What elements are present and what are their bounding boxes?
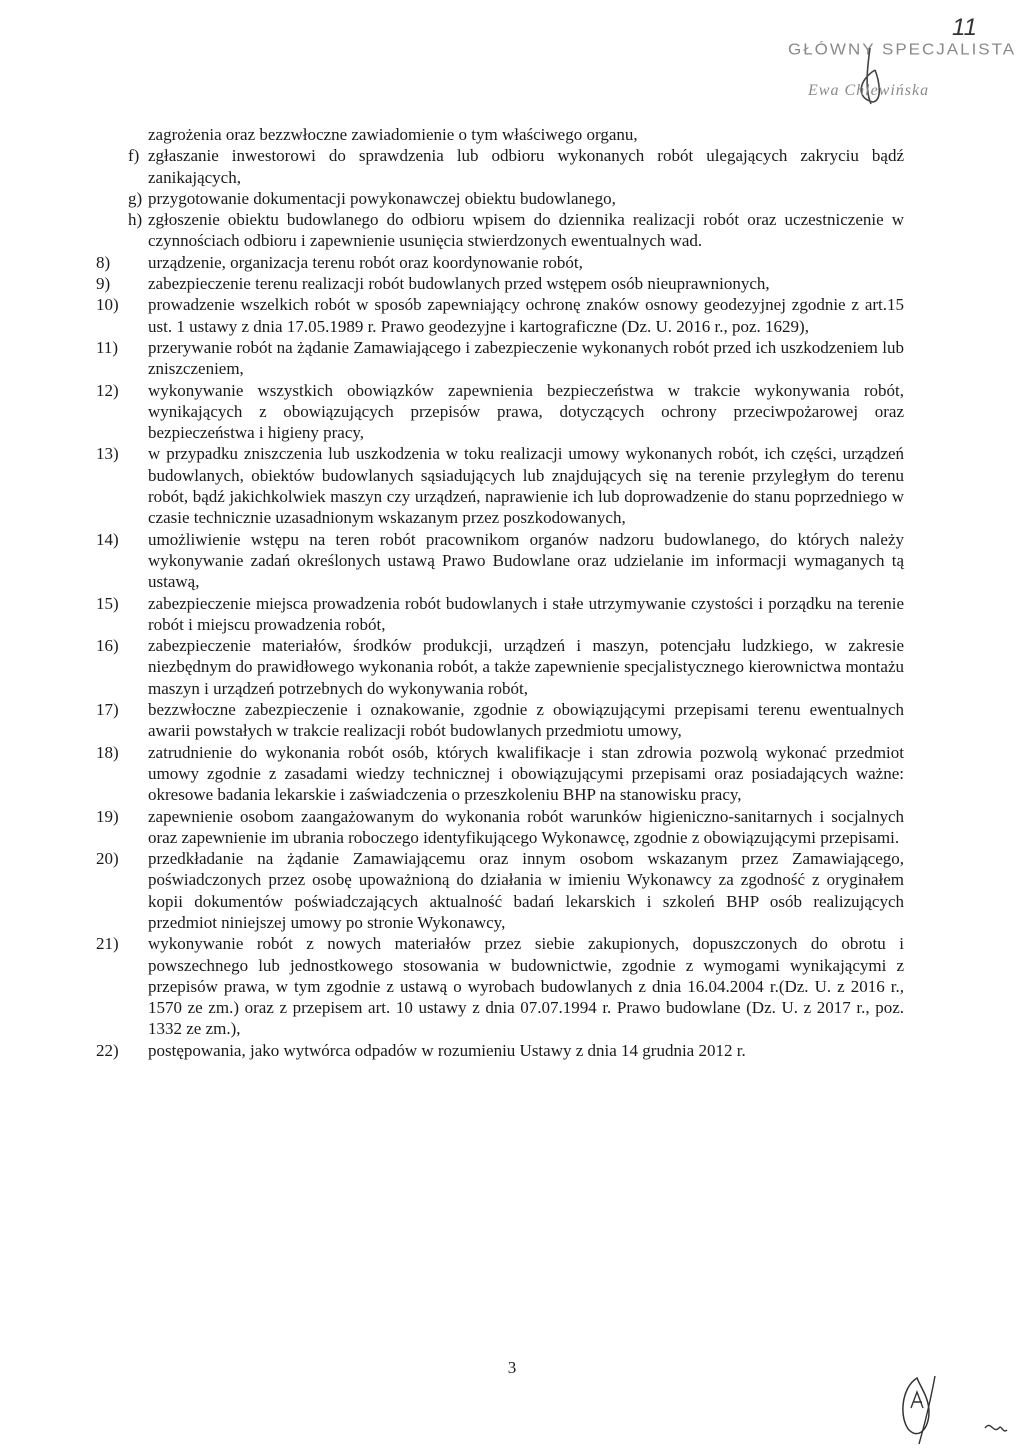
numbered-list — [96, 252, 904, 1061]
item-label: 12) — [96, 380, 119, 400]
item-label: 17) — [96, 700, 119, 720]
item-text: urządzenie, organizacja terenu robót oraz koordynowanie robót, — [148, 252, 583, 272]
list-item — [96, 699, 904, 742]
item-text: bezzwłoczne zabezpieczenie i oznakowanie, zgodnie z obowiązującymi przepisami terenu ewentualnych awarii powstałych w trakcie realizacji robót budowlanych przedmiotu umowy, — [148, 700, 904, 741]
stamp-name: Ewa Chlewińska — [808, 82, 930, 99]
item-label: 15) — [96, 593, 119, 613]
list-item — [96, 380, 904, 444]
item-label: 20) — [96, 849, 119, 869]
list-item — [96, 443, 904, 528]
body-text — [96, 124, 904, 1061]
list-item — [96, 933, 904, 1039]
list-item — [96, 1040, 904, 1061]
list-item — [96, 742, 904, 806]
item-text: zgłaszanie inwestorowi do sprawdzenia lub odbioru wykonanych robót ulegających zakryciu bądź zanikających, — [148, 146, 904, 187]
page-mark: 11 — [952, 14, 977, 41]
item-text: wykonywanie robót z nowych materiałów przez siebie zakupionych, dopuszczonych do obrotu i powszechnego lub jednostkowego stosowania w budownictwie, zgodnie z wymogami wynikającymi z przepisów prawa, w tym zgodnie z ustawą o wyrobach budowlanych z dnia 16.04.2004 r.(Dz. U. z 2016 r., 1570 ze zm.) oraz z przepisem art. 10 ustawy z dnia 07.07.1994 r. Prawo budowlane (Dz. U. z 2017 r., poz. 1332 ze zm.), — [148, 934, 904, 1039]
item-text: zabezpieczenie terenu realizacji robót budowlanych przed wstępem osób nieuprawnionych, — [148, 274, 770, 294]
stamp-title: GŁÓWNY SPECJALISTA — [788, 41, 1017, 59]
list-item — [96, 593, 904, 636]
item-label: 21) — [96, 934, 119, 954]
item-text: postępowania, jako wytwórca odpadów w rozumieniu Ustawy z dnia 14 grudnia 2012 r. — [148, 1040, 746, 1060]
item-label: 11) — [96, 337, 119, 357]
list-item — [96, 848, 904, 933]
item-label: 19) — [96, 806, 119, 826]
item-label: 9) — [96, 274, 111, 294]
item-text: prowadzenie wszelkich robót w sposób zapewniający ochronę znaków osnowy geodezyjnej zgodnie z art.15 ust. 1 ustawy z dnia 17.05.1989 r. Prawo geodezyjne i kartograficzne (Dz. U. 2016 r., poz. 1629), — [148, 295, 904, 336]
signature-bottom-icon — [895, 1368, 1020, 1448]
item-label: 14) — [96, 529, 119, 549]
list-item — [96, 806, 904, 849]
item-text: zabezpieczenie miejsca prowadzenia robót budowlanych i stałe utrzymywanie czystości i porządku na terenie robót i miejscu prowadzenia robót, — [148, 593, 904, 634]
item-label: 8) — [96, 252, 111, 272]
item-text: przerywanie robót na żądanie Zamawiającego i zabezpieczenie wykonanych robót przed ich uszkodzeniem lub zniszczeniem, — [148, 337, 904, 379]
list-item — [96, 294, 904, 337]
item-label: 18) — [96, 742, 119, 762]
list-item — [96, 337, 904, 380]
item-label: 22) — [96, 1040, 119, 1060]
item-label: g) — [128, 188, 143, 208]
list-item — [128, 145, 904, 188]
list-item — [128, 209, 904, 252]
item-label: 10) — [96, 295, 119, 315]
page-number: 3 — [507, 1358, 517, 1377]
item-text: wykonywanie wszystkich obowiązków zapewnienia bezpieczeństwa w trakcie wykonywania robót, wynikających z obowiązujących przepisów prawa, dotyczących ochrony przeciwpożarowej oraz bezpieczeństwa i higieny pracy, — [148, 380, 904, 443]
list-item — [96, 635, 904, 699]
item-text: zgłoszenie obiektu budowlanego do odbioru wpisem do dziennika realizacji robót oraz uczestniczenie w czynnościach odbioru i zapewnienie usunięcia stwierdzonych ewentualnych wad. — [148, 210, 904, 251]
item-text: zatrudnienie do wykonania robót osób, których kwalifikacje i stan zdrowia pozwolą wykonać przedmiot umowy zgodnie z zasadami wiedzy technicznej i obowiązującymi przepisami oraz posiadających ważne: okresowe badania lekarskie i zaświadczenia o przeszkoleniu BHP na stanowisku pracy, — [148, 742, 904, 805]
item-label: h) — [128, 210, 143, 230]
intro-line: zagrożenia oraz bezzwłoczne zawiadomienie o tym właściwego organu, — [148, 125, 638, 144]
list-item — [96, 252, 904, 273]
item-text: przygotowanie dokumentacji powykonawczej obiektu budowlanego, — [148, 188, 616, 208]
item-text: zapewnienie osobom zaangażowanym do wykonania robót warunków higieniczno-sanitarnych i socjalnych oraz zapewnienie im ubrania roboczego identyfikującego Wykonawcę, zgodnie z obowiązującymi przepisami. — [148, 806, 904, 847]
item-label: f) — [128, 146, 140, 166]
item-text: zabezpieczenie materiałów, środków produkcji, urządzeń i maszyn, potencjału ludzkiego, w zakresie niezbędnym do prawidłowego wykonania robót, a także zapewnienie specjalistycznego kierownictwa montażu maszyn i urządzeń potrzebnych do wykonywania robót, — [148, 636, 904, 698]
list-item — [96, 273, 904, 294]
letter-list — [128, 145, 904, 251]
item-text: umożliwienie wstępu na teren robót pracownikom organów nadzoru budowlanego, do których należy wykonywanie zadań określonych ustawą Prawo Budowlane oraz udzielanie im informacji wymaganych tą ustawą, — [148, 529, 904, 592]
item-label: 13) — [96, 444, 119, 464]
item-text: w przypadku zniszczenia lub uszkodzenia w toku realizacji umowy wykonanych robót, ich części, urządzeń budowlanych, obiektów budowlanych sąsiadujących lub znajdujących się na terenie przyległym do terenu robót, bądź jakichkolwiek maszyn czy urządzeń, naprawienie ich lub doprowadzenie do stanu poprzedniego w czasie technicznie uzasadnionym wskazanym przez poszkodowanych, — [148, 444, 904, 528]
list-item — [96, 529, 904, 593]
list-item — [128, 188, 904, 209]
item-text: przedkładanie na żądanie Zamawiającemu oraz innym osobom wskazanym przez Zamawiającego, poświadczonych przez osobę upoważnioną do działania w imieniu Wykonawcy za zgodność z oryginałem kopii dokumentów poświadczających aktualność badań lekarskich i szkoleń BHP osób realizujących przedmiot niniejszej umowy po stronie Wykonawcy, — [148, 849, 904, 932]
item-label: 16) — [96, 636, 119, 656]
